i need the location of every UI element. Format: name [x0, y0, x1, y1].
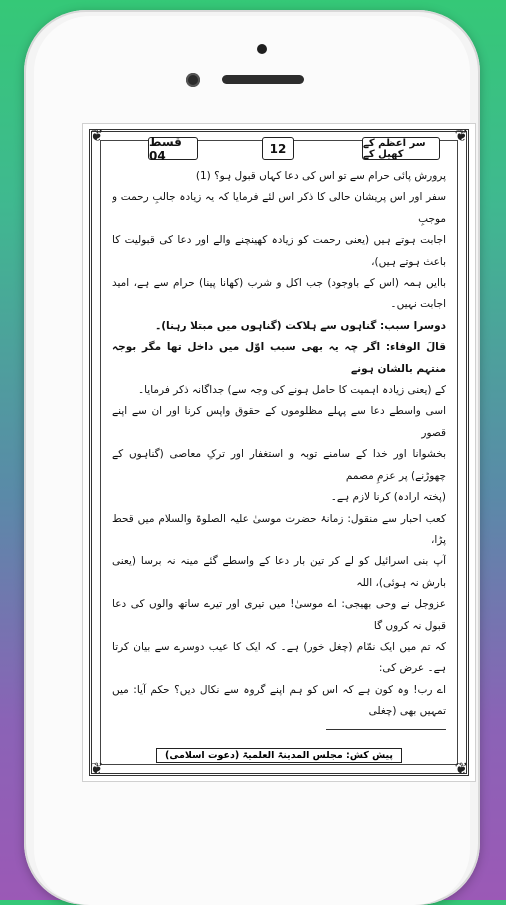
- book-page-screen[interactable]: [82, 123, 476, 782]
- page-number: 12: [262, 137, 294, 160]
- section-heading: دوسرا سبب: گناہوں سے ہلاکت (گناہوں میں مبتلا رہنا)۔: [155, 319, 446, 332]
- part-label: قسط 04: [148, 137, 198, 160]
- page-body: [112, 166, 446, 733]
- page-footer: [92, 743, 466, 763]
- earpiece-speaker: [222, 75, 304, 84]
- corner-ornament-icon: ❦: [90, 759, 104, 778]
- body-line: سفر اور اس پریشان حالی کا ذکر اس لئے فرمایا کہ یہ زیادہ جالبِ رحمت و موجبِ: [112, 191, 446, 225]
- corner-ornament-icon: ❦: [454, 759, 468, 778]
- phone-frame: [24, 10, 480, 905]
- body-line: اسی واسطے دعا سے پہلے مظلوموں کے حقوق واپس کرنا اور ان سے اپنے قصور: [112, 405, 446, 439]
- page-header: [104, 135, 454, 161]
- body-line: باایں ہمہ (اس کے باوجود) جب اکل و شرب (کھانا پینا) حرام سے ہے، امید اجابت نہیں۔: [112, 277, 446, 311]
- body-line: اے رب! وہ کون ہے کہ اس کو ہم اپنے گروہ سے نکال دیں؟ حکم آیا: میں تمہیں بھی (چغلی: [112, 683, 446, 718]
- corner-ornament-icon: ❦: [454, 126, 468, 145]
- book-title: سر اعظم کے کھیل کے: [362, 137, 440, 160]
- body-line: پرورش پائی حرام سے تو اس کی دعا کہاں قبول ہو؟ (1): [195, 170, 446, 182]
- publisher-label: پیش کش: مجلس المدینۃ العلمیۃ (دعوت اسلامی): [156, 748, 402, 763]
- corner-ornament-icon: ❦: [90, 126, 104, 145]
- body-line: بخشوانا اور خدا کے سامنے توبہ و استغفار اور ترکِ معاصی (گناہوں کے چھوڑنے) پر عزمِ مصمم: [112, 448, 446, 482]
- body-line: کہ تم میں ایک نمّام (چغل خور) ہے۔ کہ ایک کا عیب دوسرے سے بیان کرتا ہے۔ عرض کی:: [112, 640, 446, 675]
- body-line: عزوجل نے وحی بھیجی: اے موسیٰ! میں تیری اور تیرے ساتھ والوں کی دعا قبول نہ کروں گا: [112, 598, 446, 632]
- body-line: اجابت ہوتے ہیں (یعنی رحمت کو زیادہ کھینچنے والے اور دعا کی قبولیت کا باعث ہوتے ہیں)،: [112, 234, 446, 268]
- body-line: کعب احبار سے منقول: زمانۂ حضرت موسیٰ علیہ الصلوۃ والسلام میں قحط پڑا،: [112, 512, 446, 546]
- front-camera-dot: [257, 44, 267, 54]
- body-line: قالَ الوفاء: اگر چہ یہ بھی سبب اوّل میں داخل تھا مگر بوجہ منتہم بالشان ہونے: [112, 341, 446, 375]
- footnote-divider: [326, 729, 446, 730]
- front-camera-lens: [186, 73, 200, 87]
- body-line: (پختہ ارادہ) کرنا لازم ہے۔: [330, 491, 446, 504]
- page-border: [89, 126, 469, 778]
- body-line: کے (یعنی زیادہ اہمیت کا حامل ہونے کی وجہ سے) جداگانہ ذکر فرمایا۔: [137, 384, 446, 397]
- body-line: آپ بنی اسرائیل کو لے کر تین بار دعا کے واسطے گئے مینہ نہ برسا (یعنی بارش نہ ہوئی)، اللہ: [112, 555, 446, 589]
